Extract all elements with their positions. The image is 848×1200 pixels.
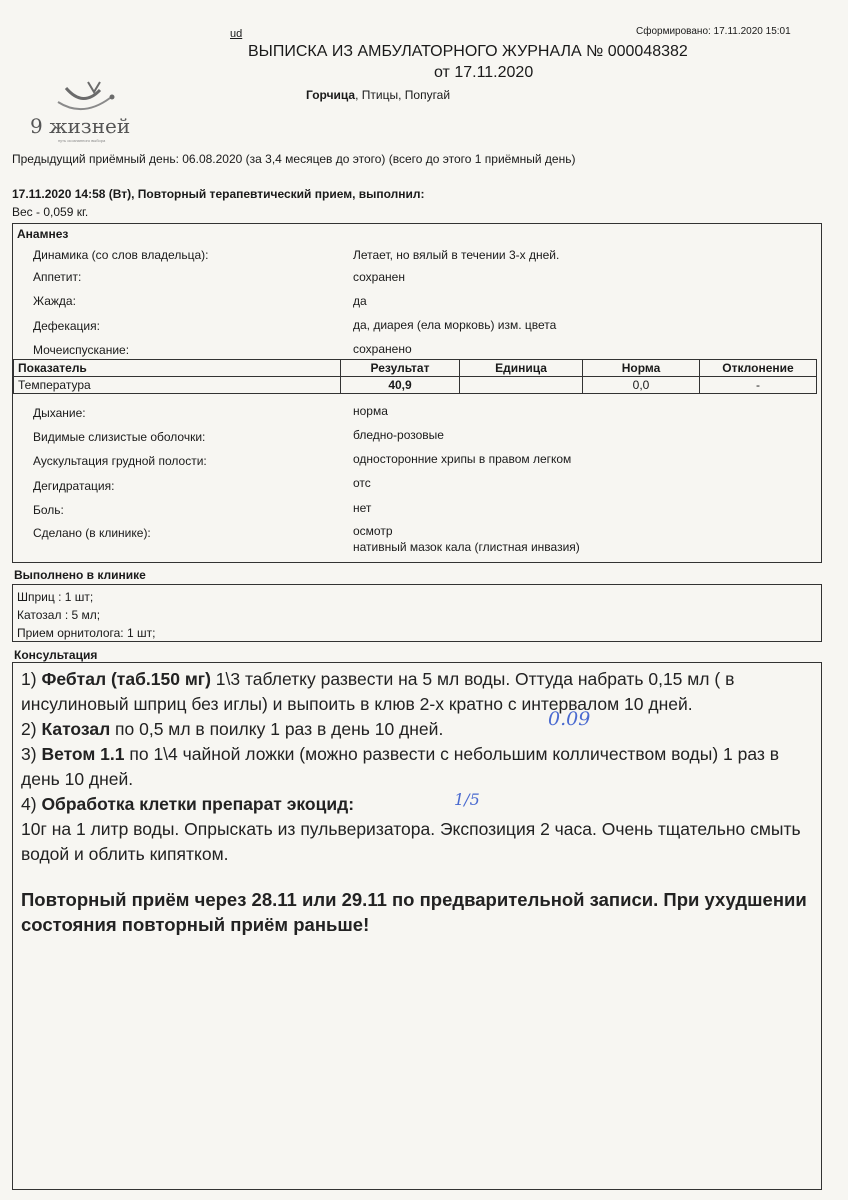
anamnesis-value: да, диарея (ела морковь) изм. цвета: [353, 318, 557, 332]
anamnesis-value: сохранен: [353, 270, 405, 284]
patient-name: Горчица: [306, 88, 356, 102]
header-norm: Норма: [583, 360, 700, 377]
consultation-item-4-text: 10г на 1 литр воды. Опрыскать из пульверизатора. Экспозиция 2 часа. Очень тщательно смыть водой и облить кипятком.: [21, 819, 801, 864]
list-item: Катозал : 5 мл;: [17, 608, 101, 622]
table-row: [14, 377, 817, 394]
clinic-logo: [28, 78, 138, 144]
logo-text: 9 жизней: [30, 114, 131, 138]
handwritten-note: 1/5: [454, 790, 480, 809]
visit-heading: 17.11.2020 14:58 (Вт), Повторный терапевтический прием, выполнил:: [12, 187, 425, 201]
anamnesis-label: Жажда:: [33, 294, 76, 308]
anamnesis-label: Сделано (в клинике):: [33, 526, 151, 540]
anamnesis-label: Динамика (со слов владельца):: [33, 248, 209, 262]
anamnesis-value: нативный мазок кала (глистная инвазия): [353, 540, 580, 554]
previous-visit: Предыдущий приёмный день: 06.08.2020 (за 3,4 месяцев до этого) (всего до этого 1 приёмный день): [12, 152, 576, 166]
header-indicator: Показатель: [14, 360, 341, 377]
cell-result: 40,9: [341, 377, 460, 394]
handwritten-note: 0.09: [548, 708, 591, 730]
follow-up-note: Повторный приём через 28.11 или 29.11 по предварительной записи. При ухудшении состояния повторный приём раньше!: [21, 889, 807, 935]
anamnesis-label: Аппетит:: [33, 270, 82, 284]
consultation-item-3: 3) Ветом 1.1 по 1\4 чайной ложки (можно развести с небольшим колличеством воды) 1 раз в день 10 дней.: [21, 744, 780, 789]
indicators-header-row: [14, 360, 817, 377]
consultation-text: [21, 667, 813, 937]
consultation-section: [12, 662, 822, 1190]
visit-weight: Вес - 0,059 кг.: [12, 205, 89, 219]
generated-timestamp: Сформировано: 17.11.2020 15:01: [636, 26, 791, 37]
cell-deviation: -: [700, 377, 817, 394]
anamnesis-value: да: [353, 294, 367, 308]
anamnesis-value: односторонние хрипы в правом легком: [353, 452, 572, 466]
anamnesis-value: Летает, но вялый в течении 3-х дней.: [353, 248, 560, 262]
anamnesis-label: Дегидратация:: [33, 479, 115, 493]
document-title: ВЫПИСКА ИЗ АМБУЛАТОРНОГО ЖУРНАЛА № 000048382: [248, 43, 688, 60]
list-item: Шприц : 1 шт;: [17, 590, 94, 604]
cell-indicator: Температура: [14, 377, 341, 394]
consultation-item-4: 4) Обработка клетки препарат экоцид:: [21, 794, 355, 814]
indicators-table: [13, 359, 817, 394]
consultation-item-2: 2) Катозал по 0,5 мл в поилку 1 раз в день 10 дней.: [21, 719, 444, 739]
patient-species: , Птицы, Попугай: [355, 88, 451, 102]
performed-section: [12, 584, 822, 642]
anamnesis-label: Боль:: [33, 503, 64, 517]
anamnesis-label: Дыхание:: [33, 406, 86, 420]
header-unit: Единица: [460, 360, 583, 377]
anamnesis-label: Дефекация:: [33, 319, 100, 333]
anamnesis-value: осмотр: [353, 524, 393, 538]
cell-norm: 0,0: [583, 377, 700, 394]
anamnesis-label: Видимые слизистые оболочки:: [33, 430, 206, 444]
patient-line: [306, 88, 450, 102]
consultation-title: Консультация: [14, 648, 98, 662]
anamnesis-label: Аускультация грудной полости:: [33, 454, 207, 468]
anamnesis-value: сохранено: [353, 342, 412, 356]
anamnesis-value: отс: [353, 476, 371, 490]
header-result: Результат: [341, 360, 460, 377]
header-fragment: ud: [230, 28, 243, 40]
header-deviation: Отклонение: [700, 360, 817, 377]
cell-unit: [460, 377, 583, 394]
performed-title: Выполнено в клинике: [14, 568, 146, 582]
document-date: от 17.11.2020: [434, 64, 534, 81]
anamnesis-label: Мочеиспускание:: [33, 343, 130, 357]
anamnesis-value: норма: [353, 404, 388, 418]
anamnesis-value: бледно-розовые: [353, 428, 444, 442]
anamnesis-title: Анамнез: [17, 227, 69, 241]
anamnesis-section: [12, 223, 822, 563]
anamnesis-value: нет: [353, 501, 372, 515]
logo-slogan: путь осознанного выбора: [58, 138, 106, 143]
list-item: Прием орнитолога: 1 шт;: [17, 626, 156, 640]
consultation-item-1: 1) Фебтал (таб.150 мг) 1\3 таблетку развести на 5 мл воды. Оттуда набрать 0,15 мл ( в инсулиновый шприц без иглы) и выпоить в клюв 2-х кратно с интервалом 10 дней.: [21, 669, 735, 714]
logo-cat-icon: [28, 78, 138, 118]
